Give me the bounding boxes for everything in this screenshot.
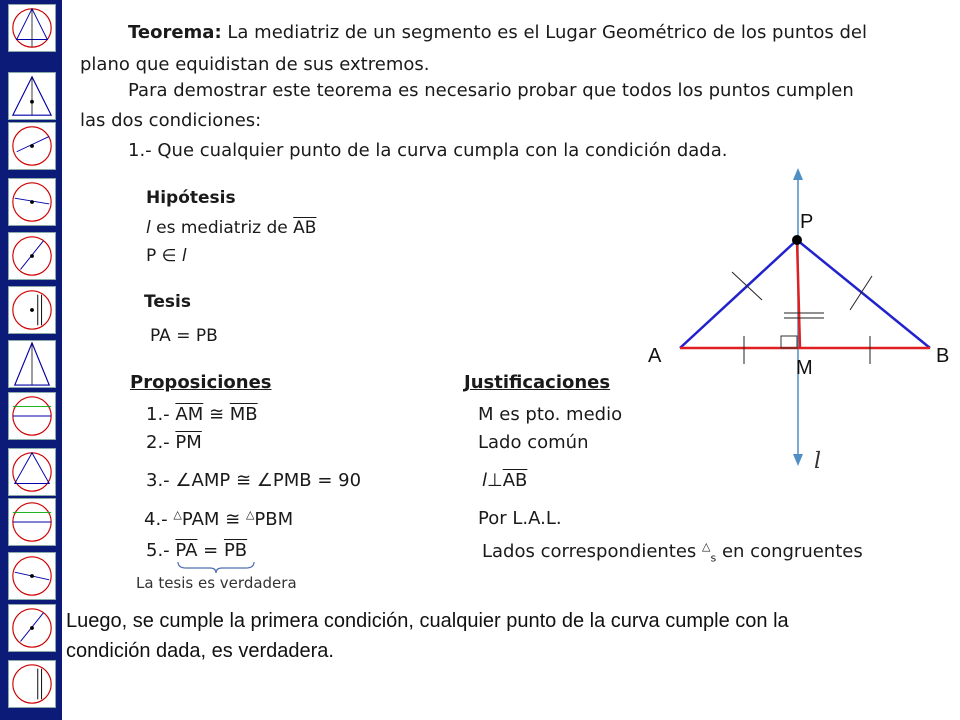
- proposition-1: [146, 404, 258, 425]
- thumbnail-circle-f[interactable]: [8, 604, 56, 652]
- label-l: l: [814, 449, 822, 474]
- row-number: 3.-: [146, 470, 176, 491]
- theorem-title: Teorema:: [128, 22, 222, 43]
- justification-1: M es pto. medio: [478, 404, 623, 425]
- thumbnail-isoceles[interactable]: [8, 340, 56, 388]
- theorem-line-5: 1.- Que cualquier punto de la curva cumpla con la condición dada.: [128, 140, 728, 161]
- angle-icon: ∠: [175, 470, 192, 491]
- bisector-arrow-up: [793, 168, 803, 180]
- side-pb: [797, 240, 930, 348]
- justifications-heading: Justificaciones: [464, 372, 611, 393]
- side-pa: [680, 240, 797, 348]
- segment: $\overline{PA}$: [175, 540, 198, 561]
- equals-symbol: =: [197, 540, 224, 561]
- hypothesis-text: es mediatriz de: [150, 218, 294, 238]
- thumbnail-triangle[interactable]: [8, 72, 56, 120]
- row-number: 4.-: [144, 509, 174, 530]
- angle-name: AMP: [191, 470, 231, 491]
- theorem-text: La mediatriz de un segmento es el Lugar Geométrico de los puntos del: [227, 22, 867, 43]
- triangle-icon: △: [702, 540, 711, 553]
- triangle-name: PAM: [181, 509, 220, 530]
- theorem-line-1: [128, 22, 867, 43]
- bisector-arrow-down: [793, 454, 803, 466]
- element-of-symbol: ∈: [161, 246, 177, 266]
- line-variable: l: [482, 470, 488, 491]
- proposition-2: [146, 432, 202, 453]
- thumbnail-sidebar: [0, 0, 62, 720]
- proposition-5: [146, 540, 247, 561]
- line-variable: l: [146, 218, 151, 238]
- thumbnail-circle-b[interactable]: [8, 178, 56, 226]
- line-variable: l: [181, 246, 187, 266]
- thumbnail-circle-c[interactable]: [8, 232, 56, 280]
- label-p: P: [800, 211, 814, 233]
- triangle-icon: △: [245, 508, 255, 521]
- thumbnail-circle-e[interactable]: [8, 552, 56, 600]
- segment: $\overline{PB}$: [223, 540, 248, 561]
- hypothesis-heading: Hipótesis: [146, 188, 236, 208]
- triangle-name: PBM: [254, 509, 294, 530]
- theorem-line-2: plano que equidistan de sus extremos.: [80, 54, 430, 75]
- theorem-line-3: Para demostrar este teorema es necesario probar que todos los puntos cumplen: [128, 80, 854, 101]
- thumbnail-circle-d[interactable]: [8, 286, 56, 334]
- justification-3: [482, 470, 527, 491]
- justification-2: Lado común: [478, 432, 589, 453]
- segment: $\overline{AB}$: [502, 470, 528, 491]
- angle-name: PMB: [272, 470, 312, 491]
- row-number: 2.-: [146, 432, 176, 453]
- conclusion-line-1: Luego, se cumple la primera condición, cualquier punto de la curva cumple con la: [66, 610, 789, 632]
- point-p: P: [146, 246, 162, 266]
- right-angle-marker: [781, 336, 797, 348]
- thesis-heading: Tesis: [144, 292, 191, 312]
- triangle-icon: △: [173, 508, 182, 521]
- thumbnail-circle-labels-b[interactable]: [8, 498, 56, 546]
- thumbnail-circle-triangle[interactable]: [8, 4, 56, 52]
- plural-subscript: s: [710, 551, 717, 565]
- theorem-line-4: las dos condiciones:: [80, 110, 262, 131]
- proposition-3: [146, 470, 361, 491]
- congruence-symbol: ≅: [219, 509, 246, 530]
- justification-text: Lados correspondientes: [482, 541, 703, 562]
- proposition-4: [144, 508, 293, 530]
- justification-5: [482, 540, 863, 565]
- segment-ab: $\overline{AB}$: [293, 218, 317, 238]
- row-number: 1.-: [146, 404, 176, 425]
- hypothesis-line-2: [146, 246, 187, 266]
- thumbnail-circle-a[interactable]: [8, 122, 56, 170]
- point-p-dot: [792, 235, 802, 245]
- angle-value: = 90: [311, 470, 362, 491]
- thumbnail-circle-g[interactable]: [8, 660, 56, 708]
- angle-icon: ∠: [256, 470, 273, 491]
- label-m: M: [796, 357, 813, 379]
- hypothesis-line-1: [146, 218, 316, 238]
- segment: $\overline{AM}$: [175, 404, 204, 425]
- perpendicular-symbol: ⊥: [487, 470, 503, 491]
- label-a: A: [648, 345, 662, 367]
- tick-mark-pb: [850, 276, 872, 310]
- label-b: B: [936, 345, 950, 367]
- propositions-heading: Proposiciones: [130, 372, 272, 393]
- congruence-symbol: ≅: [230, 470, 257, 491]
- thesis-true-note: La tesis es verdadera: [136, 574, 297, 592]
- thesis-statement: PA = PB: [150, 326, 218, 346]
- justification-text: en congruentes: [716, 541, 863, 562]
- segment: $\overline{PM}$: [175, 432, 202, 453]
- segment: $\overline{MB}$: [229, 404, 258, 425]
- conclusion-line-2: condición dada, es verdadera.: [66, 640, 334, 662]
- row-number: 5.-: [146, 540, 176, 561]
- justification-4: Por L.A.L.: [478, 508, 562, 529]
- underbrace: [176, 560, 256, 574]
- thumbnail-circle-labels-a[interactable]: [8, 392, 56, 440]
- bisector-diagram: [640, 160, 960, 480]
- thumbnail-inscribed[interactable]: [8, 448, 56, 496]
- congruence-symbol: ≅: [203, 404, 230, 425]
